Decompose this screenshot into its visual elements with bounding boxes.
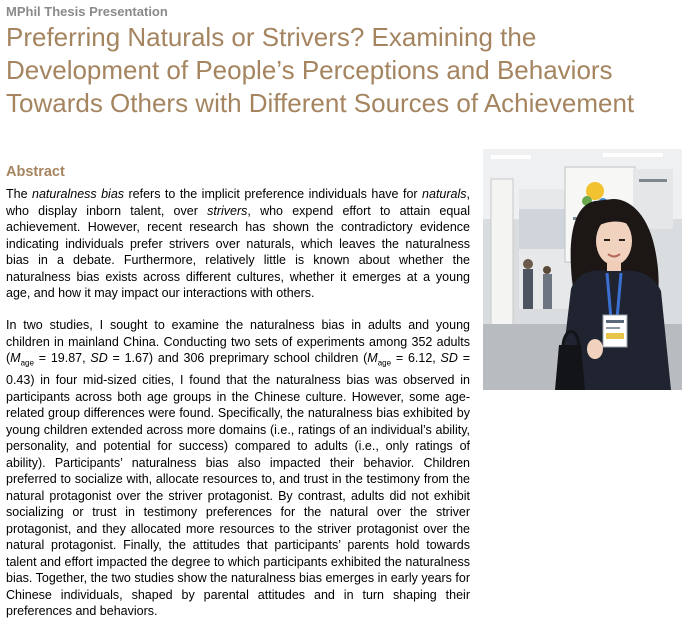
text-run: = 1.67) and 306 preprimary school children (	[107, 351, 368, 365]
text-run: = 0.43) in four mid-sized cities, I found that the naturalness bias was observed in participants across both age groups in the Chinese culture. However, some age-related group differences were found. Specifically, the naturalness bias exhibited by young children extended across more domains (i.e., ratings of an individual’s ability, personality, and potential for success) compared to adults (i.e., only ratings of ability). Participants’ naturalness bias also impacted their behavior. Children preferred to socialize with, allocate resources to, and trust in the testimony from the natural protagonist over the striver protagonist. By contrast, adults did not exhibit socializing or trust in testimony preferences for the natural over the striver protagonist, and they allocated more resources to the striver protagonist over the natural protagonist. Finally, the attitudes that participants’ parents hold towards talent and effort impacted the degree to which participants exhibited the naturalness bias. Together, the two studies show the naturalness bias emerges in early years for Chinese individuals, shaped by parental attitudes and in turn shaping their preferences and behaviors.	[6, 351, 470, 618]
term-strivers: strivers	[207, 203, 248, 218]
stat-symbol-m: M	[367, 351, 378, 365]
text-run: refers to the implicit preference individuals have for	[124, 187, 423, 201]
text-run: , who expend effort to attain equal achievement. However, recent research has shown the contradictory evidence indicating individuals prefer strivers over naturals, which leaves the naturalness bias in a debate. Furthermore, relatively little is known about whether the naturalness bias exists across different cultures, whether it emerges at a young age, and how it may impact our interactions with others.	[6, 203, 470, 300]
text-run: , who display inborn talent, over	[6, 187, 471, 218]
term-naturalness-bias: naturalness bias	[32, 187, 125, 201]
abstract-paragraph-1	[6, 186, 470, 302]
text-run: In two studies, I sought to examine the naturalness bias in adults and young children in mainland China. Conducting two sets of experiments among 352 adults (	[6, 318, 470, 365]
page-title: Preferring Naturals or Strivers? Examining the Development of People’s Perceptions and Behaviors Towards Others with Different Sources of Achievement	[6, 22, 635, 118]
abstract-paragraph-2	[6, 317, 470, 620]
term-naturals: naturals	[422, 187, 467, 201]
text-run: = 6.12,	[391, 351, 441, 365]
stat-symbol-sd: SD	[440, 351, 458, 365]
stat-symbol-m: M	[10, 351, 21, 365]
stat-symbol-sd: SD	[90, 351, 108, 365]
kicker-label: MPhil Thesis Presentation	[6, 4, 168, 19]
text-run: = 19.87,	[33, 351, 91, 365]
stat-subscript-age: age	[377, 358, 392, 368]
abstract-heading: Abstract	[6, 164, 65, 180]
text-run: The	[6, 187, 33, 201]
stat-subscript-age: age	[20, 358, 34, 368]
presenter-photo	[483, 149, 682, 390]
